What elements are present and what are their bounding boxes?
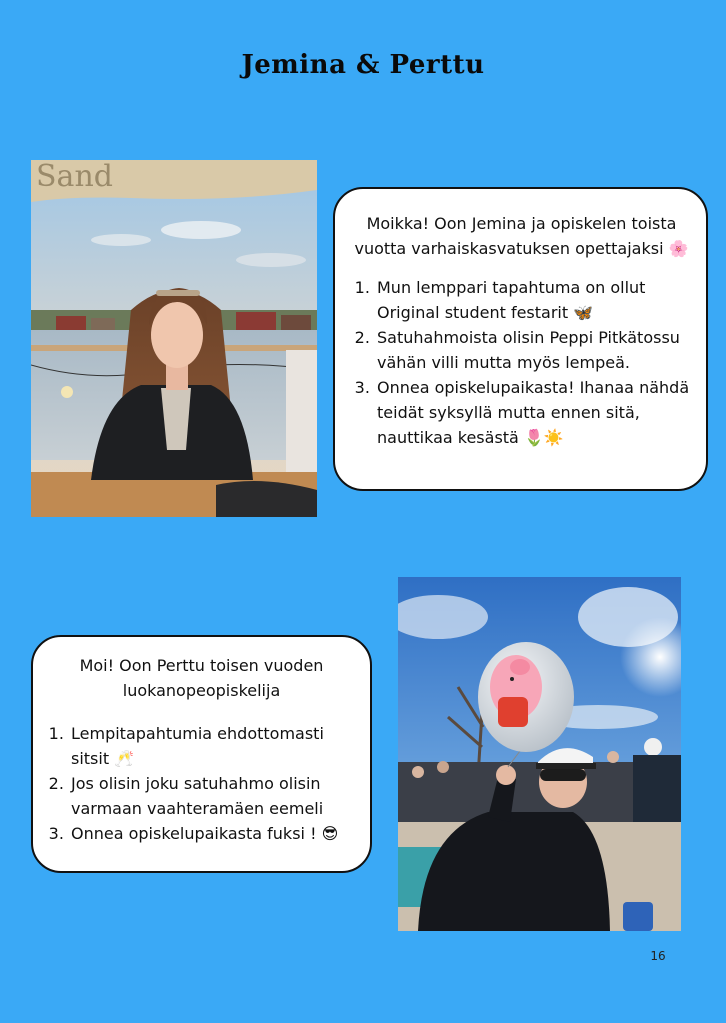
perttu-answers-list [43,721,360,846]
jemina-speech-bubble [333,187,708,491]
perttu-answer-3: 3. Onnea opiskelupaikasta fuksi ! 😎 [69,821,360,846]
perttu-photo [398,577,681,931]
perttu-answer-1: 1. Lempitapahtumia ehdottomasti sitsit 🥂 [69,721,360,771]
umbrella-sign: Sand [36,160,113,194]
perttu-intro: Moi! Oon Perttu toisen vuoden luokanopeopiskelija [79,656,324,700]
jemina-intro: Moikka! Oon Jemina ja opiskelen toista vuotta varhaiskasvatuksen opettajaksi 🌸 [354,214,689,258]
page-number: 16 [650,949,666,963]
perttu-speech-bubble [31,635,372,873]
jemina-answer-2: 2. Satuhahmoista olisin Peppi Pitkätossu vähän villi mutta myös lempeä. [375,325,696,375]
jemina-answer-3: 3. Onnea opiskelupaikasta! Ihanaa nähdä teidät syksyllä mutta ennen sitä, nauttikaa kesästä 🌷☀️ [375,375,696,450]
jemina-answer-1: 1. Mun lemppari tapahtuma on ollut Original student festarit 🦋 [375,275,696,325]
jemina-photo [31,160,317,517]
jemina-answers-list [347,275,696,450]
page-title: Jemina & Perttu [241,50,485,80]
perttu-answer-2: 2. Jos olisin joku satuhahmo olisin varmaan vaahteramäen eemeli [69,771,360,821]
